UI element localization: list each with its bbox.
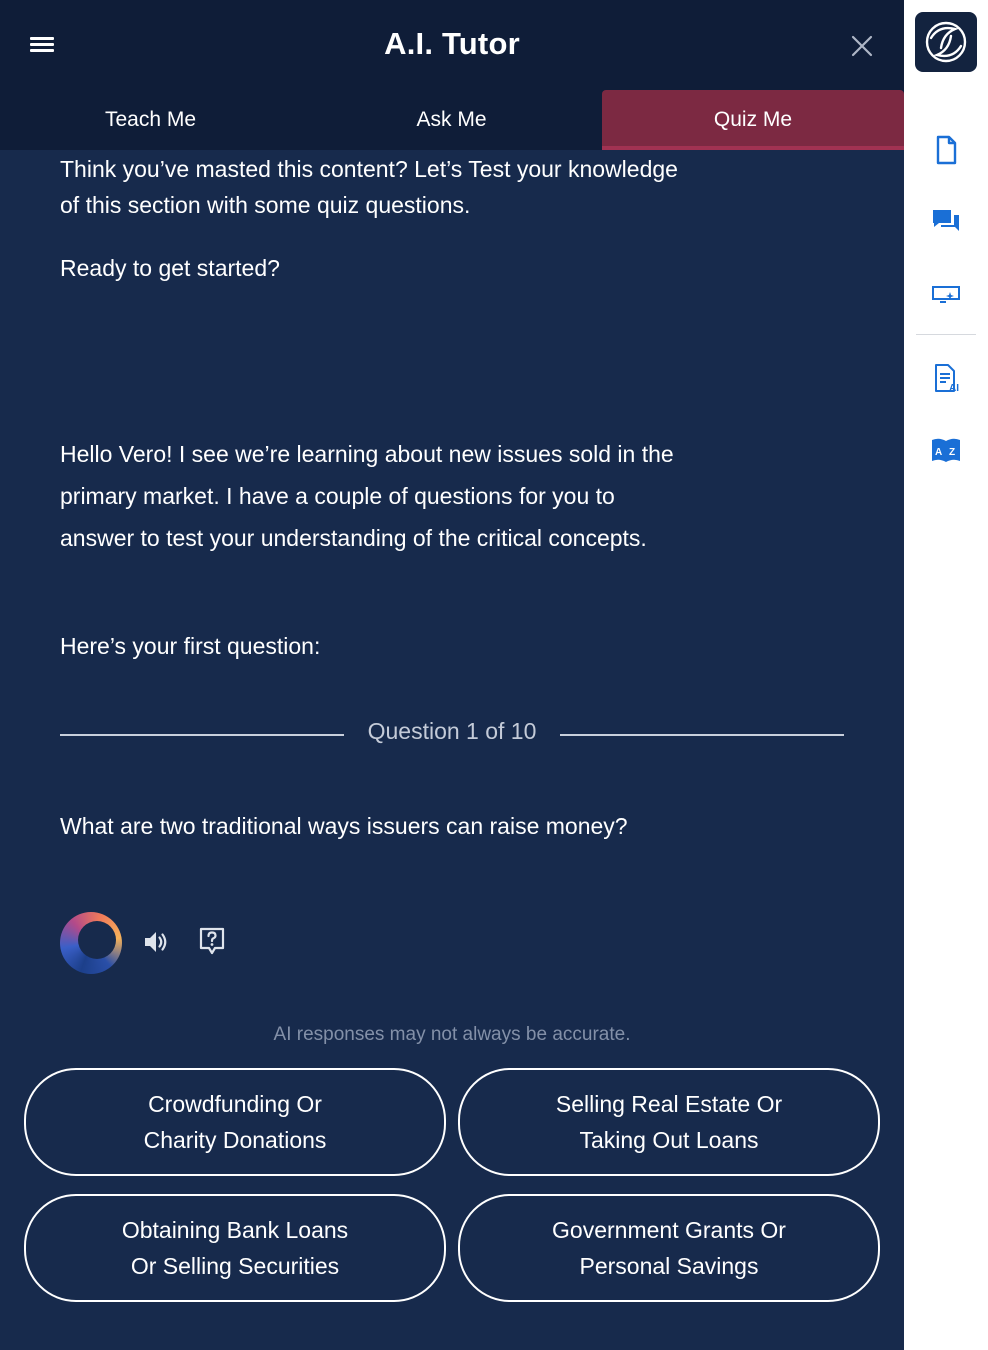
tab-ask-me[interactable]: Ask Me (416, 108, 487, 131)
close-icon[interactable] (848, 32, 876, 60)
intro-text: Think you’ve masted this content? Let’s Test your knowledge of this section with some quiz questions. (60, 156, 678, 218)
first-question-lead: Here’s your first question: (60, 633, 321, 659)
right-toolbar (904, 0, 988, 1350)
answer-option-1[interactable]: Crowdfunding Or Charity Donations (24, 1068, 446, 1176)
help-icon[interactable] (198, 926, 226, 956)
document-icon[interactable] (930, 134, 962, 166)
ai-document-icon[interactable] (930, 362, 962, 394)
svg-text:Z: Z (949, 447, 956, 458)
greeting-message: Hello Vero! I see we’re learning about new issues sold in the primary market. I have a couple of questions for you to answer to test your understanding of the critical concepts. (60, 441, 674, 551)
toolbar-divider (916, 334, 976, 335)
divider-left (60, 734, 344, 736)
svg-text:AI: AI (949, 383, 959, 394)
disclaimer-text: AI responses may not always be accurate. (273, 1024, 631, 1045)
screen-sparkle-icon[interactable] (930, 278, 962, 310)
tab-quiz-me[interactable]: Quiz Me (602, 90, 904, 146)
question-text: What are two traditional ways issuers can raise money? (60, 813, 628, 839)
ai-avatar-icon (60, 912, 122, 974)
page-title: A.I. Tutor (384, 26, 520, 61)
answer-option-3[interactable]: Obtaining Bank Loans Or Selling Securities (24, 1194, 446, 1302)
tab-bar (0, 90, 904, 150)
dictionary-icon[interactable] (930, 434, 962, 466)
answer-option-2[interactable]: Selling Real Estate Or Taking Out Loans (458, 1068, 880, 1176)
tab-teach-me[interactable]: Teach Me (104, 108, 197, 131)
logo-swirl-icon (915, 12, 977, 72)
app-logo-button[interactable] (915, 12, 977, 72)
svg-text:A: A (935, 447, 943, 458)
active-tab-indicator (602, 146, 904, 150)
speaker-icon[interactable] (142, 928, 170, 956)
divider-right (560, 734, 844, 736)
answer-option-4[interactable]: Government Grants Or Personal Savings (458, 1194, 880, 1302)
header (0, 0, 904, 150)
question-counter: Question 1 of 10 (367, 718, 537, 744)
chat-icon[interactable] (930, 205, 962, 237)
ready-text: Ready to get started? (60, 255, 280, 281)
